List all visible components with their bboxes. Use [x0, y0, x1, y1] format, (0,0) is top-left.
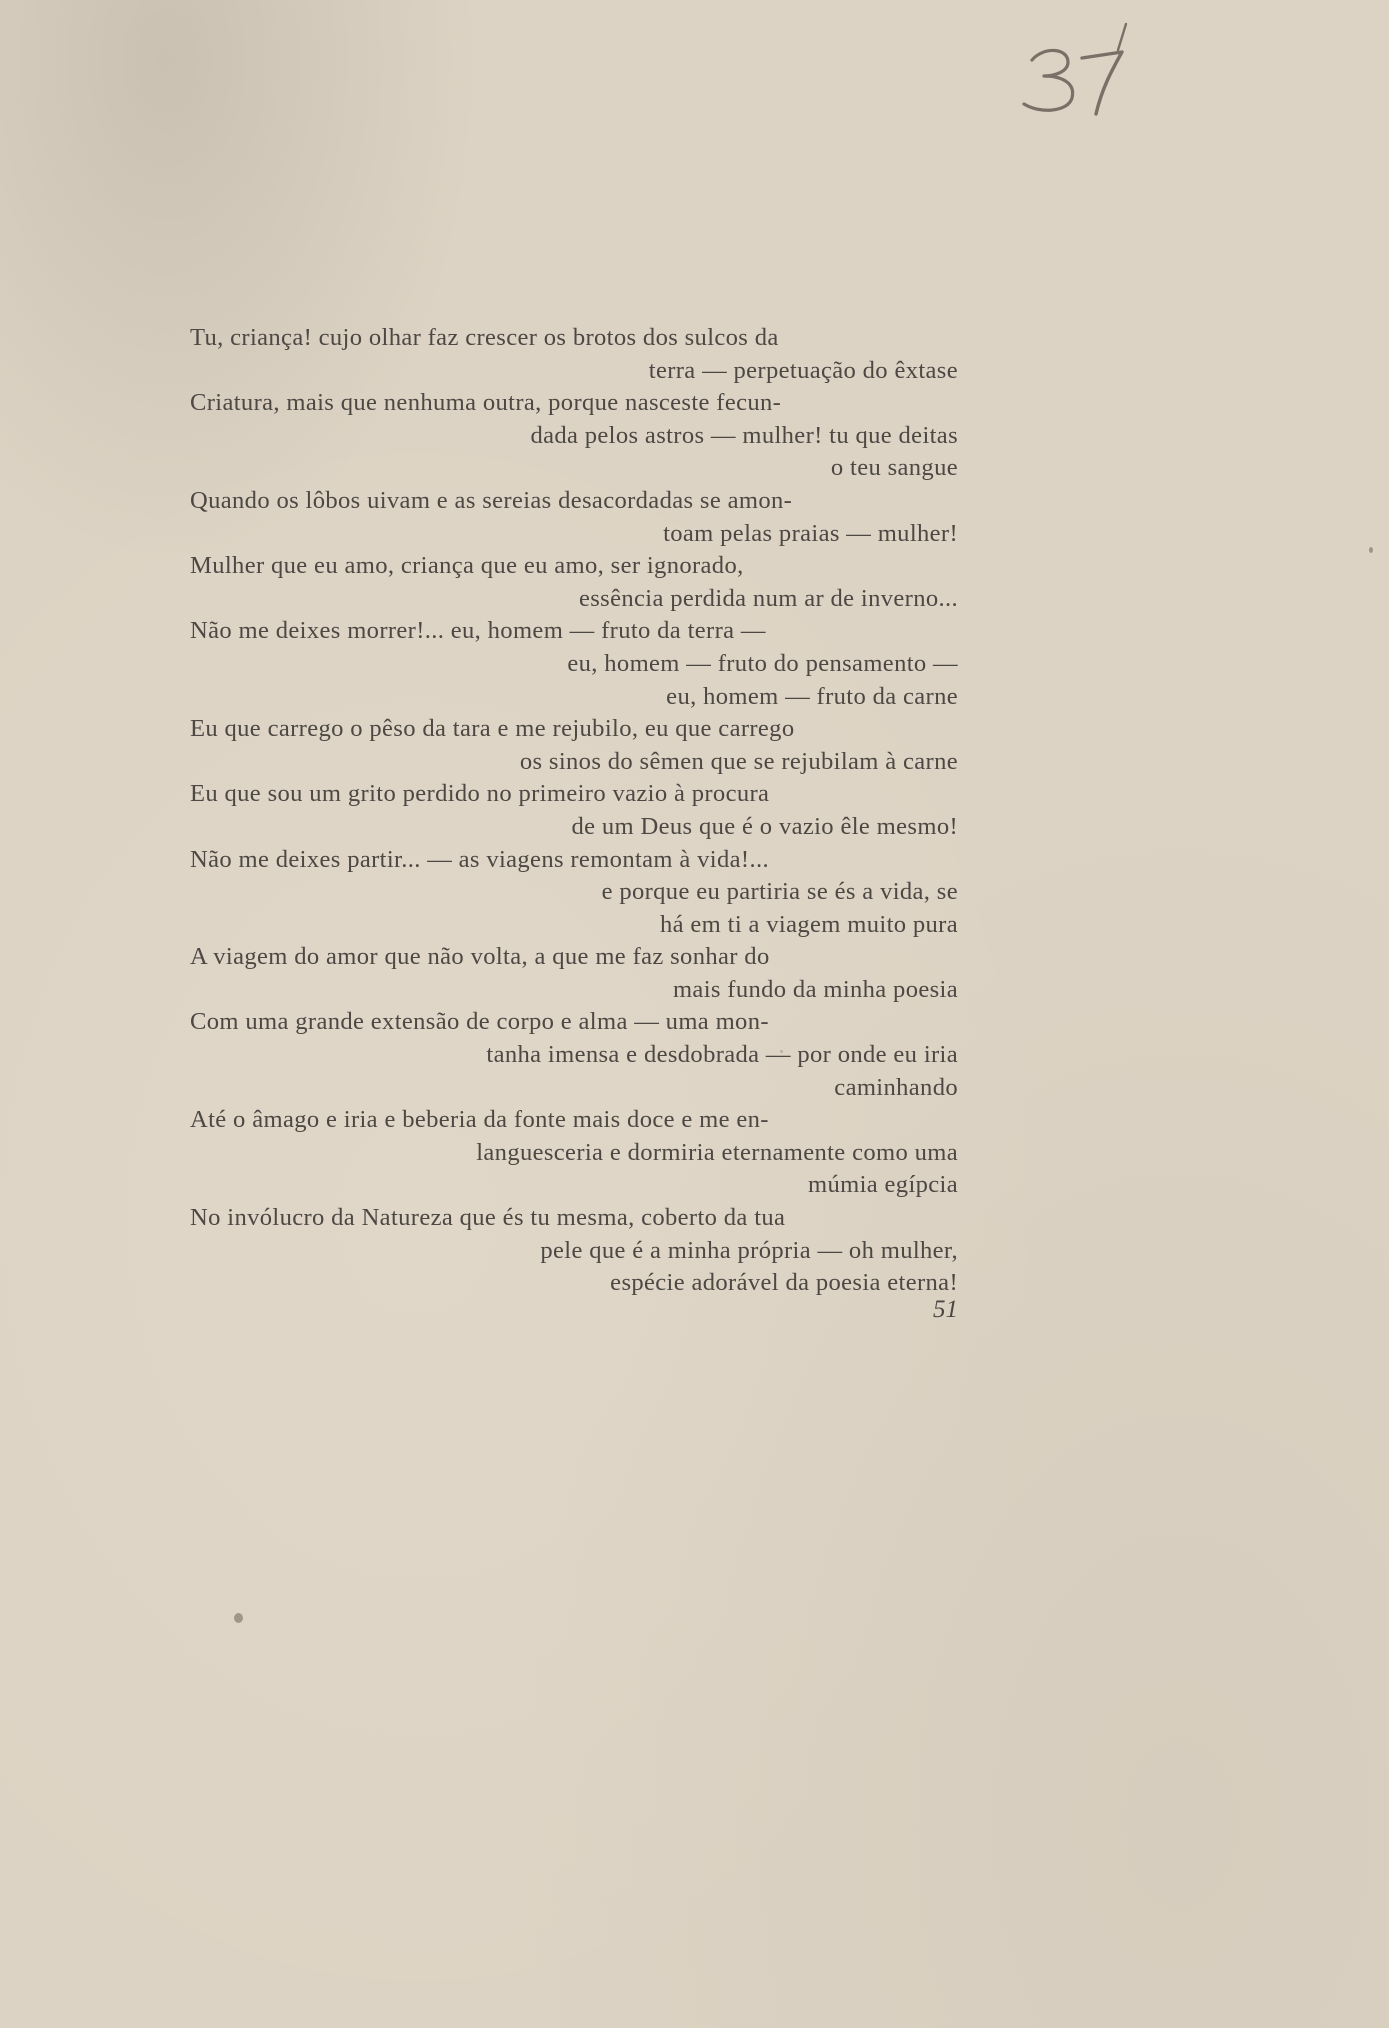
- verse-line: Eu que carrego o pêso da tara e me rejubilo, eu que carrego: [190, 715, 795, 743]
- verse-continuation-line: eu, homem — fruto do pensamento —: [567, 649, 958, 677]
- verse-continuation-line: terra — perpetuação do êxtase: [648, 356, 958, 384]
- paper-speck: [1369, 547, 1373, 553]
- verse-continuation-line: os sinos do sêmen que se rejubilam à carne: [519, 747, 958, 775]
- verse-line: Quando os lôbos uivam e as sereias desacordadas se amon-: [190, 486, 793, 514]
- verse-continuation-line: caminhando: [834, 1073, 958, 1101]
- verse-continuation-line: o teu sangue: [830, 454, 958, 482]
- poem-text-block: [190, 322, 958, 1300]
- verse-line: Mulher que eu amo, criança que eu amo, ser ignorado,: [190, 552, 744, 580]
- handwritten-folio-number: [1010, 10, 1160, 120]
- paper-speck: [234, 1613, 243, 1623]
- verse-line: A viagem do amor que não volta, a que me faz sonhar do: [190, 943, 770, 971]
- verse-continuation-line: múmia egípcia: [807, 1171, 958, 1199]
- page-number: 51: [933, 1296, 958, 1323]
- verse-line: Tu, criança! cujo olhar faz crescer os brotos dos sulcos da: [190, 324, 779, 351]
- verse-continuation-line: eu, homem — fruto da carne: [666, 682, 958, 710]
- verse-continuation-line: dada pelos astros — mulher! tu que deitas: [530, 421, 958, 449]
- verse-continuation-line: pele que é a minha própria — oh mulher,: [540, 1236, 958, 1264]
- verse-continuation-line: espécie adorável da poesia eterna!: [610, 1269, 958, 1297]
- verse-line: Não me deixes morrer!... eu, homem — fruto da terra —: [190, 617, 766, 645]
- handwritten-37-drawing: [1010, 10, 1160, 120]
- verse-line: Com uma grande extensão de corpo e alma — uma mon-: [190, 1008, 769, 1036]
- verse-line: Criatura, mais que nenhuma outra, porque nasceste fecun-: [190, 389, 782, 417]
- paper-speck: [780, 1050, 783, 1053]
- verse-continuation-line: tanha imensa e desdobrada — por onde eu iria: [486, 1041, 958, 1069]
- verse-continuation-line: de um Deus que é o vazio êle mesmo!: [571, 812, 958, 840]
- verse-line: No invólucro da Natureza que és tu mesma, coberto da tua: [190, 1204, 786, 1232]
- verse-continuation-line: toam pelas praias — mulher!: [663, 519, 958, 547]
- verse-continuation-line: languesceria e dormiria eternamente como uma: [476, 1138, 958, 1166]
- verse-continuation-line: essência perdida num ar de inverno...: [579, 584, 958, 612]
- verse-line: Não me deixes partir... — as viagens remontam à vida!...: [190, 845, 769, 873]
- verse-continuation-line: e porque eu partiria se és a vida, se: [601, 878, 958, 906]
- verse-continuation-line: mais fundo da minha poesia: [672, 975, 958, 1003]
- verse-continuation-line: há em ti a viagem muito pura: [659, 910, 958, 938]
- verse-line: Eu que sou um grito perdido no primeiro vazio à procura: [190, 780, 770, 808]
- verse-line: Até o âmago e iria e beberia da fonte mais doce e me en-: [190, 1106, 769, 1134]
